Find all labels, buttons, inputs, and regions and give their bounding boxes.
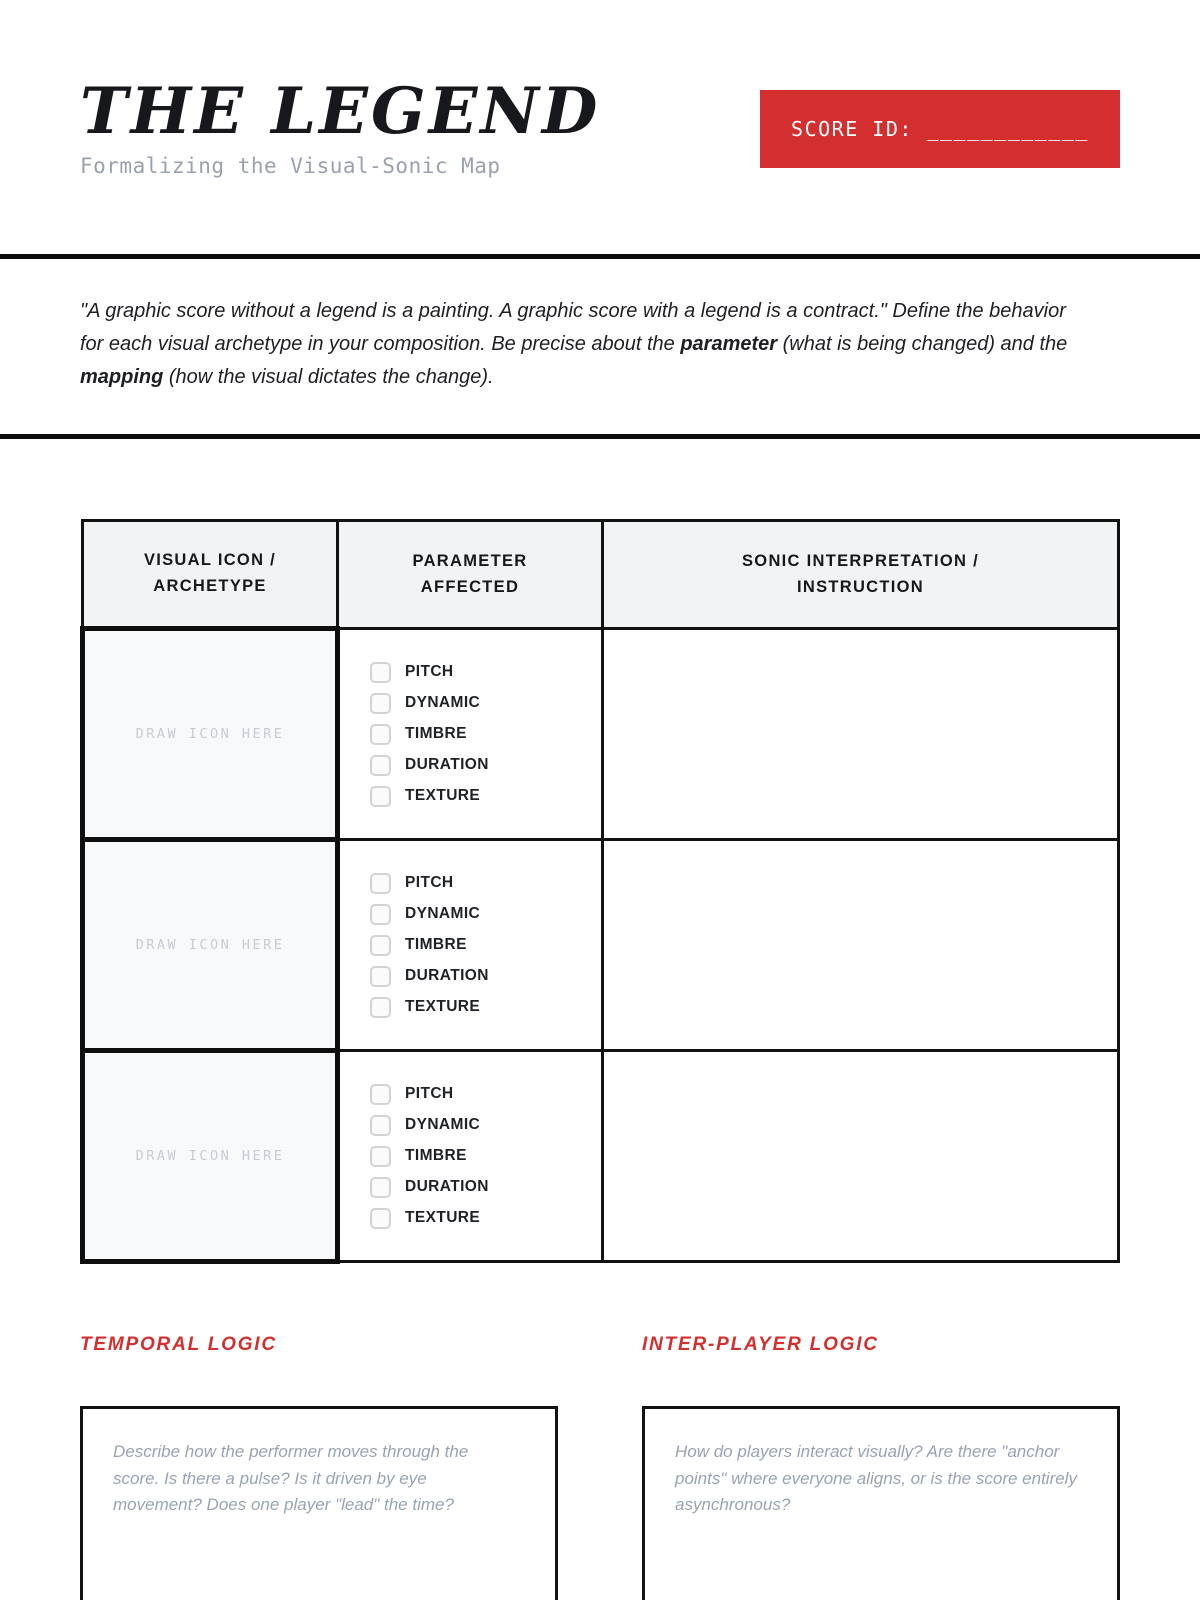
- checkbox-icon[interactable]: [370, 1115, 391, 1136]
- col-header-line: ARCHETYPE: [153, 577, 267, 595]
- param-option-duration[interactable]: [370, 966, 601, 987]
- sonic-instruction-cell[interactable]: [603, 629, 1119, 840]
- param-label: DYNAMIC: [405, 905, 481, 922]
- interplayer-logic-title: INTER-PLAYER LOGIC: [642, 1334, 879, 1355]
- score-id-label: SCORE ID: ____________: [791, 117, 1089, 141]
- instructions-keyword-parameter: parameter: [680, 333, 778, 355]
- instructions-band: [0, 254, 1200, 439]
- param-option-dynamic[interactable]: [370, 693, 601, 714]
- checkbox-icon[interactable]: [370, 755, 391, 776]
- parameter-cell: [338, 1051, 603, 1262]
- param-option-timbre[interactable]: [370, 935, 601, 956]
- title-block: [80, 74, 601, 178]
- page-subtitle: Formalizing the Visual-Sonic Map: [80, 154, 501, 178]
- instructions-segment: (how the visual dictates the change).: [163, 366, 494, 388]
- draw-icon-cell[interactable]: [83, 840, 338, 1051]
- checkbox-icon[interactable]: [370, 1177, 391, 1198]
- col-header-line: VISUAL ICON /: [143, 551, 277, 570]
- checkbox-icon[interactable]: [370, 966, 391, 987]
- checkbox-icon[interactable]: [370, 935, 391, 956]
- col-header-parameter: [338, 521, 603, 629]
- checkbox-icon[interactable]: [370, 1208, 391, 1229]
- col-header-line: INSTRUCTION: [796, 577, 925, 596]
- param-option-texture[interactable]: [370, 1208, 601, 1229]
- param-option-duration[interactable]: [370, 755, 601, 776]
- col-header-visual-icon: [83, 521, 338, 629]
- page-title: THE LEGEND: [80, 74, 601, 149]
- param-label: TEXTURE: [405, 787, 481, 804]
- draw-icon-placeholder: DRAW ICON HERE: [135, 1148, 285, 1164]
- legend-row: [83, 840, 1119, 1051]
- temporal-logic-section: [80, 1334, 558, 1600]
- temporal-logic-input[interactable]: [80, 1406, 558, 1600]
- temporal-logic-placeholder: Describe how the performer moves through the score. Is there a pulse? Is it driven by eye movement? Does one player "lead" the time?: [113, 1442, 469, 1515]
- instructions-segment: "A graphic score without a legend is a painting. A graphic score with a legend is a contract." Define the behavior for each visual archetype in your composition. Be precise about the: [80, 300, 1066, 355]
- checkbox-icon[interactable]: [370, 693, 391, 714]
- legend-row: [83, 629, 1119, 840]
- param-option-pitch[interactable]: [370, 662, 601, 683]
- param-label: TIMBRE: [405, 936, 467, 953]
- checkbox-icon[interactable]: [370, 1146, 391, 1167]
- checkbox-icon[interactable]: [370, 1084, 391, 1105]
- param-option-duration[interactable]: [370, 1177, 601, 1198]
- param-option-texture[interactable]: [370, 786, 601, 807]
- col-header-line: PARAMETER: [412, 551, 528, 570]
- param-label: TIMBRE: [405, 1147, 467, 1164]
- checkbox-icon[interactable]: [370, 904, 391, 925]
- param-label: DYNAMIC: [405, 1116, 481, 1133]
- param-label: DURATION: [405, 1178, 489, 1195]
- col-header-line: SONIC INTERPRETATION /: [742, 551, 979, 570]
- param-option-dynamic[interactable]: [370, 904, 601, 925]
- instructions-text: [80, 295, 1090, 394]
- param-label: PITCH: [405, 1085, 454, 1102]
- param-option-dynamic[interactable]: [370, 1115, 601, 1136]
- checkbox-icon[interactable]: [370, 724, 391, 745]
- parameter-cell: [338, 840, 603, 1051]
- sonic-instruction-cell[interactable]: [603, 840, 1119, 1051]
- interplayer-logic-input[interactable]: [642, 1406, 1120, 1600]
- param-option-pitch[interactable]: [370, 1084, 601, 1105]
- parameter-list: [370, 1084, 601, 1229]
- param-label: PITCH: [405, 874, 454, 891]
- param-label: TEXTURE: [405, 1209, 481, 1226]
- param-label: DURATION: [405, 756, 489, 773]
- draw-icon-placeholder: DRAW ICON HERE: [135, 937, 285, 953]
- legend-table: [80, 519, 1120, 1264]
- param-label: DYNAMIC: [405, 694, 481, 711]
- parameter-list: [370, 873, 601, 1018]
- draw-icon-cell[interactable]: [83, 629, 338, 840]
- param-option-timbre[interactable]: [370, 724, 601, 745]
- interplayer-logic-placeholder: How do players interact visually? Are there "anchor points" where everyone aligns, or is the score entirely asynchronous?: [675, 1442, 1077, 1515]
- legend-row: [83, 1051, 1119, 1262]
- param-option-timbre[interactable]: [370, 1146, 601, 1167]
- param-label: DURATION: [405, 967, 489, 984]
- instructions-keyword-mapping: mapping: [80, 366, 164, 388]
- interplayer-logic-section: [642, 1334, 1120, 1600]
- param-label: PITCH: [405, 663, 454, 680]
- draw-icon-cell[interactable]: [83, 1051, 338, 1262]
- param-label: TIMBRE: [405, 725, 467, 742]
- checkbox-icon[interactable]: [370, 997, 391, 1018]
- masthead: [80, 74, 1120, 178]
- parameter-cell: [338, 629, 603, 840]
- temporal-logic-title: TEMPORAL LOGIC: [80, 1334, 277, 1355]
- col-header-line: AFFECTED: [420, 577, 520, 596]
- score-id-field[interactable]: [760, 90, 1120, 168]
- checkbox-icon[interactable]: [370, 873, 391, 894]
- legend-table-header-row: [83, 521, 1119, 629]
- param-label: TEXTURE: [405, 998, 481, 1015]
- param-option-pitch[interactable]: [370, 873, 601, 894]
- parameter-list: [370, 662, 601, 807]
- draw-icon-placeholder: DRAW ICON HERE: [135, 726, 285, 742]
- param-option-texture[interactable]: [370, 997, 601, 1018]
- checkbox-icon[interactable]: [370, 786, 391, 807]
- logic-sections: [80, 1334, 1120, 1600]
- sonic-instruction-cell[interactable]: [603, 1051, 1119, 1262]
- col-header-sonic-interpretation: [603, 521, 1119, 629]
- checkbox-icon[interactable]: [370, 662, 391, 683]
- instructions-segment: (what is being changed) and the: [777, 333, 1068, 355]
